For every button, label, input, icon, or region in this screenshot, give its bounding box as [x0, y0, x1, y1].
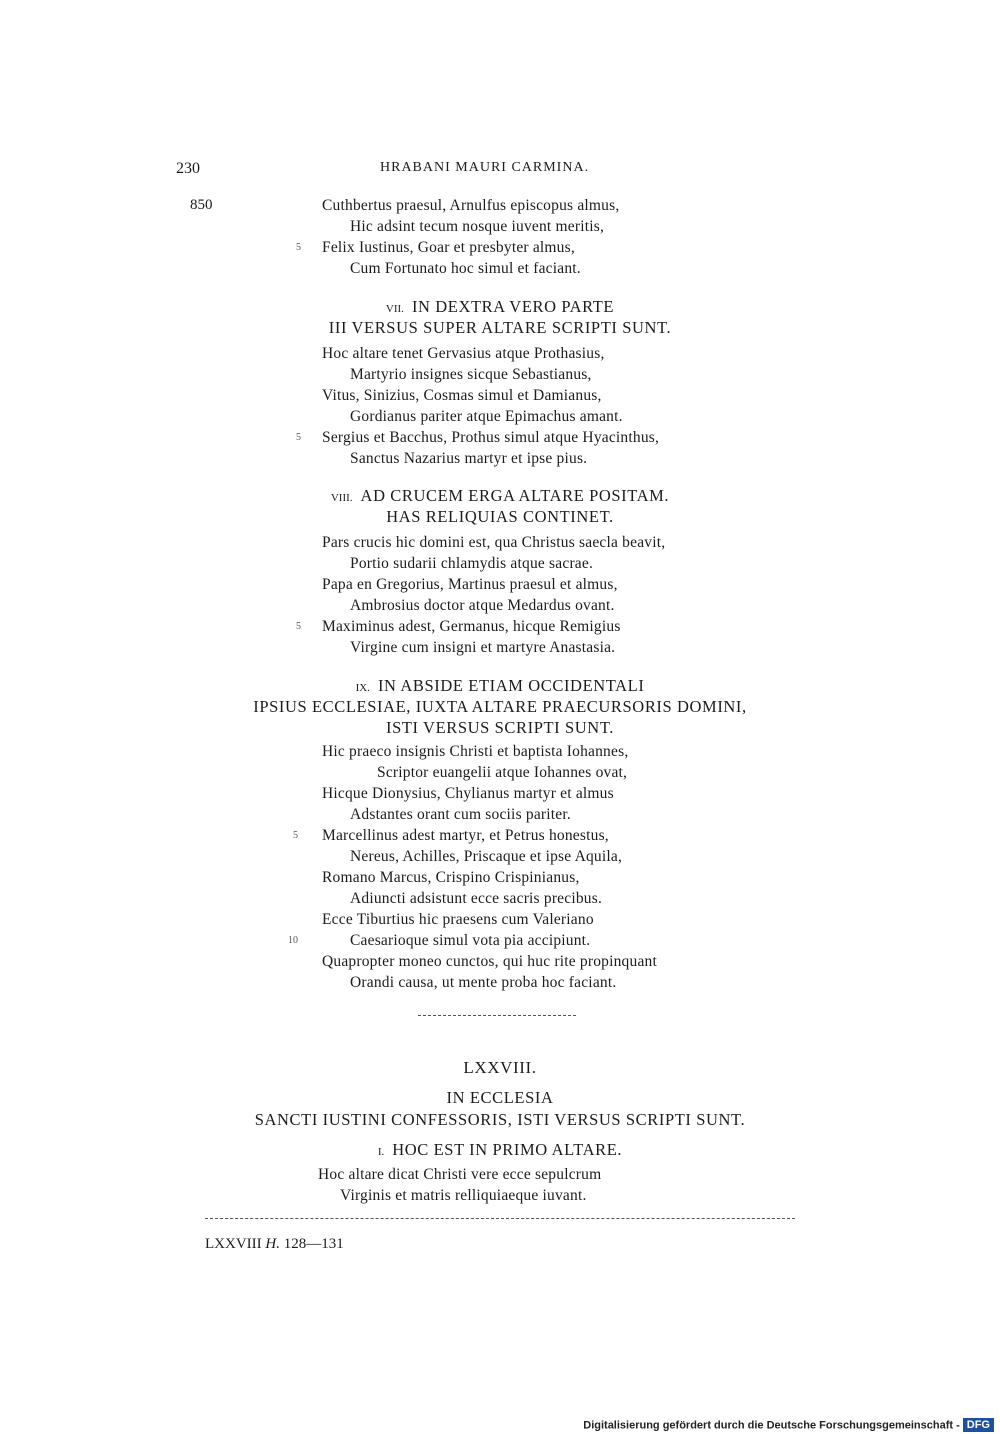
funding-footer	[0, 1416, 1000, 1434]
footnote-label: LXXVIII	[205, 1236, 262, 1252]
footnote	[205, 1236, 344, 1253]
verse-line: Virgine cum insigni et martyre Anastasia.	[350, 639, 616, 656]
page-number: 230	[176, 160, 200, 177]
section-numeral: I.	[377, 1146, 385, 1158]
verse-line: Quapropter moneo cunctos, qui huc rite propinquant	[322, 953, 657, 970]
verse-line: Hoc altare dicat Christi vere ecce sepulcrum	[318, 1166, 602, 1183]
section-title: AD CRUCEM ERGA ALTARE POSITAM.	[360, 486, 670, 505]
section-numeral: VII.	[385, 303, 404, 315]
section-numeral: VIII.	[330, 492, 353, 504]
verse-line: Romano Marcus, Crispino Crispinianus,	[322, 869, 580, 886]
section-heading	[0, 676, 1000, 696]
poem-subheading: SANCTI IUSTINI CONFESSORIS, ISTI VERSUS SCRIPTI SUNT.	[254, 1110, 746, 1129]
verse-line: Vitus, Sinizius, Cosmas simul et Damianus,	[322, 387, 602, 404]
verse-line: Orandi causa, ut mente proba hoc faciant.	[350, 974, 617, 991]
verse-line: Hicque Dionysius, Chylianus martyr et almus	[322, 785, 614, 802]
margin-line-number: 10	[288, 935, 298, 946]
verse-line: Nereus, Achilles, Priscaque et ipse Aquila,	[350, 848, 623, 865]
poem-number: LXXVIII.	[463, 1058, 537, 1077]
footnote-manuscript: H.	[265, 1236, 280, 1252]
footnote-rule	[205, 1218, 795, 1219]
verse-line: Sanctus Nazarius martyr et ipse pius.	[350, 450, 588, 467]
verse-line: Ecce Tiburtius hic praesens cum Valeriano	[322, 911, 594, 928]
section-divider	[418, 1015, 576, 1016]
dfg-logo: DFG	[963, 1418, 994, 1432]
verse-line: Cum Fortunato hoc simul et faciant.	[350, 260, 581, 277]
section-subheading: ISTI VERSUS SCRIPTI SUNT.	[385, 718, 614, 737]
verse-line: Virginis et matris relliquiaeque iuvant.	[340, 1187, 587, 1204]
margin-line-number: 5	[296, 621, 301, 632]
verse-line: Cuthbertus praesul, Arnulfus episcopus almus,	[322, 197, 620, 214]
section-heading	[0, 486, 1000, 506]
section-heading	[0, 1140, 1000, 1160]
section-subheading: HAS RELIQUIAS CONTINET.	[386, 507, 614, 526]
verse-line: Martyrio insignes sicque Sebastianus,	[350, 366, 592, 383]
verse-line: Gordianus pariter atque Epimachus amant.	[350, 408, 623, 425]
verse-line: Marcellinus adest martyr, et Petrus honestus,	[322, 827, 609, 844]
verse-line: Maximinus adest, Germanus, hicque Remigius	[322, 618, 621, 635]
section-title: IN ABSIDE ETIAM OCCIDENTALI	[377, 676, 645, 695]
verse-line: Papa en Gregorius, Martinus praesul et almus,	[322, 576, 618, 593]
verse-line: Felix Iustinus, Goar et presbyter almus,	[322, 239, 575, 256]
verse-line: Ambrosius doctor atque Medardus ovant.	[350, 597, 615, 614]
funding-text: Digitalisierung gefördert durch die Deutsche Forschungsgemeinschaft -	[583, 1419, 960, 1432]
section-title: HOC EST IN PRIMO ALTARE.	[392, 1140, 623, 1159]
margin-line-number: 5	[296, 432, 301, 443]
verse-line: Pars crucis hic domini est, qua Christus saecla beavit,	[322, 534, 666, 551]
section-subheading: III VERSUS SUPER ALTARE SCRIPTI SUNT.	[328, 318, 672, 337]
section-heading	[0, 297, 1000, 317]
section-subheading: IPSIUS ECCLESIAE, IUXTA ALTARE PRAECURSORIS DOMINI,	[253, 697, 747, 716]
verse-line: Hic praeco insignis Christi et baptista Iohannes,	[322, 743, 629, 760]
margin-line-number: 5	[296, 242, 301, 253]
running-title: HRABANI MAURI CARMINA.	[380, 160, 590, 175]
verse-line: Hic adsint tecum nosque iuvent meritis,	[350, 218, 605, 235]
footnote-range: 128—131	[283, 1236, 344, 1252]
verse-line: Adiuncti adsistunt ecce sacris precibus.	[350, 890, 603, 907]
section-title: IN DEXTRA VERO PARTE	[411, 297, 615, 316]
verse-line: Caesarioque simul vota pia accipiunt.	[350, 932, 591, 949]
line-number-850: 850	[190, 197, 213, 213]
verse-line: Scriptor euangelii atque Iohannes ovat,	[377, 764, 628, 781]
verse-line: Hoc altare tenet Gervasius atque Prothasius,	[322, 345, 605, 362]
verse-line: Portio sudarii chlamydis atque sacrae.	[350, 555, 594, 572]
margin-line-number: 5	[293, 830, 298, 841]
section-numeral: IX.	[355, 682, 370, 694]
verse-line: Sergius et Bacchus, Prothus simul atque Hyacinthus,	[322, 429, 660, 446]
poem-heading: IN ECCLESIA	[446, 1088, 554, 1107]
verse-line: Adstantes orant cum sociis pariter.	[350, 806, 571, 823]
